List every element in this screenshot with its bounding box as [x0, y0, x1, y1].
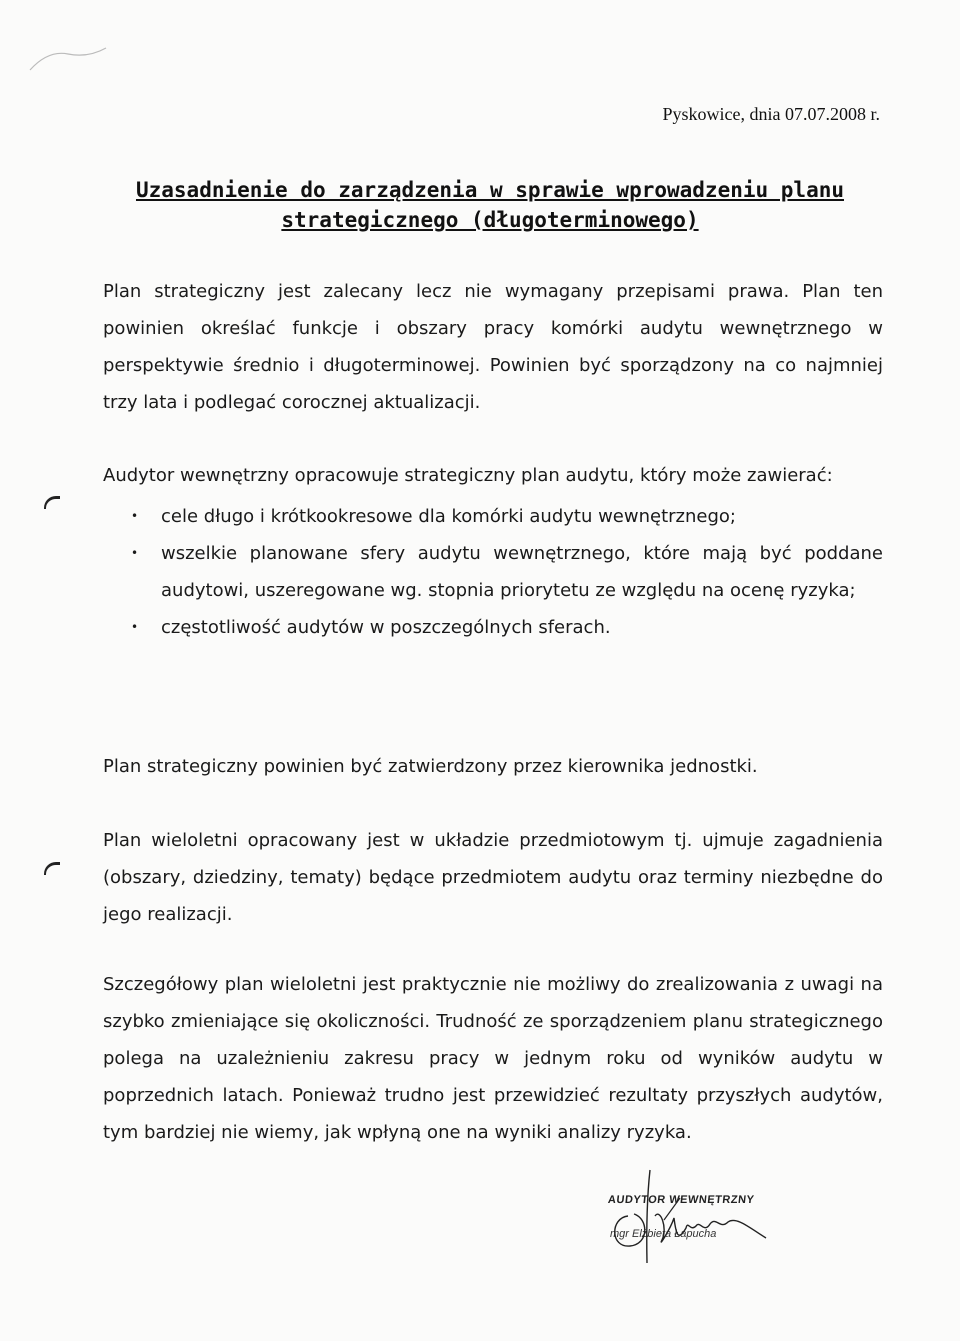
- punch-hole-mark: [44, 496, 60, 509]
- stamp-title: AUDYTOR WEWNĘTRZNY: [607, 1194, 755, 1206]
- list-item-text: częstotliwość audytów w poszczególnych sferach.: [161, 617, 611, 638]
- bullet-icon: •: [131, 546, 139, 560]
- list-item-text: cele długo i krótkookresowe dla komórki audytu wewnętrznego;: [161, 506, 736, 527]
- paragraph-2: [103, 457, 883, 646]
- list-item: [103, 609, 883, 646]
- title-line-1: Uzasadnienie do zarządzenia w sprawie wprowadzeniu planu: [135, 178, 844, 202]
- document-title: [60, 175, 920, 235]
- bullet-icon: •: [131, 620, 139, 634]
- bullet-icon: •: [131, 509, 139, 523]
- punch-hole-mark: [44, 862, 60, 875]
- paragraph-5-text: Szczegółowy plan wieloletni jest praktycznie nie możliwy do zrealizowania z uwagi na szybko zmieniające się okoliczności. Trudność ze sporządzeniem planu strategicznego polega na uzależnieniu zakresu pracy w jednym roku od wyników audytu w poprzednich latach. Ponieważ trudno jest przewidzieć rezultaty przyszłych audytów, tym bardziej nie wiemy, jak wpłyną one na wyniki analizy ryzyka.: [103, 974, 883, 1143]
- paragraph-4-text: Plan wieloletni opracowany jest w układzie przedmiotowym tj. ujmuje zagadnienia (obszary, dziedziny, tematy) będące przedmiotem audytu oraz terminy niezbędne do jego realizacji.: [103, 830, 883, 925]
- paragraph-2-intro: Audytor wewnętrzny opracowuje strategiczny plan audytu, który może zawierać:: [103, 465, 833, 486]
- paragraph-5: [103, 966, 883, 1151]
- date-line: Pyskowice, dnia 07.07.2008 r.: [662, 104, 880, 124]
- bullet-list: [103, 498, 883, 646]
- list-item: [103, 498, 883, 535]
- title-line-2: strategicznego (długoterminowego): [281, 208, 699, 232]
- paragraph-3-text: Plan strategiczny powinien być zatwierdzony przez kierownika jednostki.: [103, 756, 758, 777]
- stamp-name: mgr Elżbieta Łapucha: [610, 1228, 717, 1240]
- paragraph-1: [103, 273, 883, 421]
- paragraph-1-text: Plan strategiczny jest zalecany lecz nie wymagany przepisami prawa. Plan ten powinien określać funkcje i obszary pracy komórki audytu wewnętrznego w perspektywie średnio i długoterminowej. Powinien być sporządzony na co najmniej trzy lata i podlegać corocznej aktualizacji.: [103, 281, 883, 413]
- pen-scribble-mark: [28, 40, 108, 80]
- handwritten-signature: [600, 1168, 800, 1268]
- auditor-stamp: [600, 1168, 800, 1268]
- paragraph-4: [103, 822, 883, 933]
- list-item-text: wszelkie planowane sfery audytu wewnętrznego, które mają być poddane audytowi, uszeregowane wg. stopnia priorytetu ze względu na ocenę ryzyka;: [161, 543, 883, 601]
- paragraph-3: [103, 748, 883, 785]
- list-item: [103, 535, 883, 609]
